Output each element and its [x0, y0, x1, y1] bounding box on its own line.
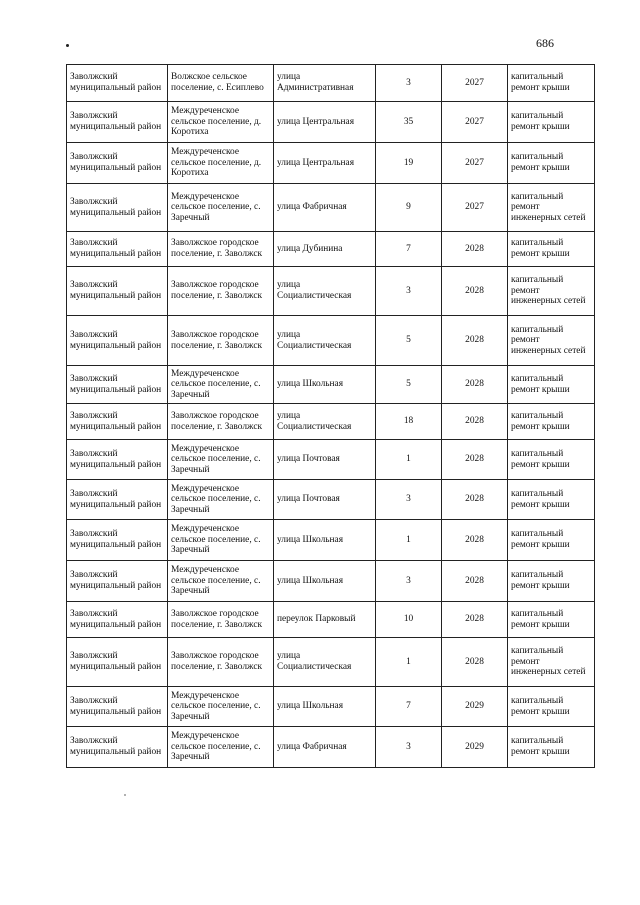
work-type-cell: капитальный ремонт крыши [508, 440, 595, 480]
table-row [67, 404, 595, 440]
table-row [67, 267, 595, 316]
housing-repair-table [66, 64, 595, 768]
district-cell: Заволжский муниципальный район [67, 65, 168, 102]
house-number-cell: 18 [376, 404, 442, 440]
table-row [67, 102, 595, 143]
table-row [67, 184, 595, 232]
street-cell: улица Школьная [274, 561, 376, 602]
table-row [67, 65, 595, 102]
settlement-cell: Заволжское городское поселение, г. Заволжск [168, 267, 274, 316]
year-cell: 2028 [442, 366, 508, 404]
district-cell: Заволжский муниципальный район [67, 316, 168, 366]
work-type-cell: капитальный ремонт инженерных сетей [508, 267, 595, 316]
year-cell: 2027 [442, 65, 508, 102]
street-cell: улица Школьная [274, 687, 376, 727]
settlement-cell: Междуреченское сельское поселение, д. Коротиха [168, 143, 274, 184]
street-cell: улица Почтовая [274, 440, 376, 480]
work-type-cell: капитальный ремонт инженерных сетей [508, 316, 595, 366]
house-number-cell: 7 [376, 232, 442, 267]
work-type-cell: капитальный ремонт крыши [508, 404, 595, 440]
scan-speck [66, 44, 69, 47]
street-cell: улица Социалистическая [274, 404, 376, 440]
street-cell: улица Центральная [274, 143, 376, 184]
work-type-cell: капитальный ремонт инженерных сетей [508, 184, 595, 232]
street-cell: улица Фабричная [274, 727, 376, 768]
table-row [67, 638, 595, 687]
settlement-cell: Междуреченское сельское поселение, с. Заречный [168, 440, 274, 480]
settlement-cell: Междуреченское сельское поселение, д. Коротиха [168, 102, 274, 143]
year-cell: 2029 [442, 727, 508, 768]
house-number-cell: 5 [376, 316, 442, 366]
house-number-cell: 35 [376, 102, 442, 143]
district-cell: Заволжский муниципальный район [67, 102, 168, 143]
year-cell: 2028 [442, 232, 508, 267]
table-row [67, 561, 595, 602]
street-cell: улица Социалистическая [274, 638, 376, 687]
year-cell: 2028 [442, 561, 508, 602]
work-type-cell: капитальный ремонт крыши [508, 727, 595, 768]
house-number-cell: 19 [376, 143, 442, 184]
district-cell: Заволжский муниципальный район [67, 602, 168, 638]
work-type-cell: капитальный ремонт крыши [508, 366, 595, 404]
work-type-cell: капитальный ремонт крыши [508, 65, 595, 102]
work-type-cell: капитальный ремонт инженерных сетей [508, 638, 595, 687]
district-cell: Заволжский муниципальный район [67, 404, 168, 440]
settlement-cell: Заволжское городское поселение, г. Заволжск [168, 316, 274, 366]
street-cell: улица Социалистическая [274, 267, 376, 316]
table-row [67, 480, 595, 520]
district-cell: Заволжский муниципальный район [67, 267, 168, 316]
settlement-cell: Заволжское городское поселение, г. Заволжск [168, 232, 274, 267]
year-cell: 2028 [442, 602, 508, 638]
work-type-cell: капитальный ремонт крыши [508, 602, 595, 638]
year-cell: 2028 [442, 440, 508, 480]
street-cell: улица Дубинина [274, 232, 376, 267]
settlement-cell: Междуреченское сельское поселение, с. Заречный [168, 366, 274, 404]
house-number-cell: 10 [376, 602, 442, 638]
house-number-cell: 7 [376, 687, 442, 727]
district-cell: Заволжский муниципальный район [67, 184, 168, 232]
settlement-cell: Заволжское городское поселение, г. Заволжск [168, 404, 274, 440]
street-cell: улица Административная [274, 65, 376, 102]
table-row [67, 602, 595, 638]
district-cell: Заволжский муниципальный район [67, 520, 168, 561]
settlement-cell: Междуреченское сельское поселение, с. Заречный [168, 184, 274, 232]
house-number-cell: 1 [376, 520, 442, 561]
house-number-cell: 3 [376, 561, 442, 602]
house-number-cell: 1 [376, 638, 442, 687]
year-cell: 2028 [442, 638, 508, 687]
table-row [67, 520, 595, 561]
house-number-cell: 3 [376, 727, 442, 768]
settlement-cell: Междуреченское сельское поселение, с. Заречный [168, 687, 274, 727]
table-row [67, 232, 595, 267]
street-cell: улица Фабричная [274, 184, 376, 232]
year-cell: 2028 [442, 520, 508, 561]
year-cell: 2027 [442, 143, 508, 184]
table-row [67, 440, 595, 480]
year-cell: 2028 [442, 480, 508, 520]
work-type-cell: капитальный ремонт крыши [508, 687, 595, 727]
street-cell: улица Школьная [274, 520, 376, 561]
house-number-cell: 9 [376, 184, 442, 232]
district-cell: Заволжский муниципальный район [67, 232, 168, 267]
year-cell: 2028 [442, 404, 508, 440]
table-row [67, 727, 595, 768]
street-cell: улица Почтовая [274, 480, 376, 520]
district-cell: Заволжский муниципальный район [67, 638, 168, 687]
district-cell: Заволжский муниципальный район [67, 480, 168, 520]
table-row [67, 687, 595, 727]
page-number: 686 [536, 36, 554, 50]
street-cell: улица Центральная [274, 102, 376, 143]
year-cell: 2029 [442, 687, 508, 727]
year-cell: 2028 [442, 267, 508, 316]
district-cell: Заволжский муниципальный район [67, 143, 168, 184]
street-cell: улица Школьная [274, 366, 376, 404]
house-number-cell: 3 [376, 65, 442, 102]
settlement-cell: Заволжское городское поселение, г. Заволжск [168, 602, 274, 638]
table-row [67, 143, 595, 184]
settlement-cell: Междуреченское сельское поселение, с. Заречный [168, 561, 274, 602]
table-row [67, 316, 595, 366]
settlement-cell: Волжское сельское поселение, с. Есиплево [168, 65, 274, 102]
work-type-cell: капитальный ремонт крыши [508, 480, 595, 520]
work-type-cell: капитальный ремонт крыши [508, 143, 595, 184]
district-cell: Заволжский муниципальный район [67, 366, 168, 404]
street-cell: переулок Парковый [274, 602, 376, 638]
year-cell: 2027 [442, 184, 508, 232]
house-number-cell: 5 [376, 366, 442, 404]
settlement-cell: Междуреченское сельское поселение, с. Заречный [168, 480, 274, 520]
district-cell: Заволжский муниципальный район [67, 727, 168, 768]
year-cell: 2027 [442, 102, 508, 143]
settlement-cell: Междуреченское сельское поселение, с. Заречный [168, 727, 274, 768]
table-body [67, 65, 595, 768]
work-type-cell: капитальный ремонт крыши [508, 102, 595, 143]
street-cell: улица Социалистическая [274, 316, 376, 366]
district-cell: Заволжский муниципальный район [67, 561, 168, 602]
table-row [67, 366, 595, 404]
settlement-cell: Междуреченское сельское поселение, с. Заречный [168, 520, 274, 561]
settlement-cell: Заволжское городское поселение, г. Заволжск [168, 638, 274, 687]
district-cell: Заволжский муниципальный район [67, 687, 168, 727]
year-cell: 2028 [442, 316, 508, 366]
house-number-cell: 3 [376, 480, 442, 520]
work-type-cell: капитальный ремонт крыши [508, 520, 595, 561]
scan-speck [124, 794, 126, 796]
work-type-cell: капитальный ремонт крыши [508, 232, 595, 267]
district-cell: Заволжский муниципальный район [67, 440, 168, 480]
work-type-cell: капитальный ремонт крыши [508, 561, 595, 602]
house-number-cell: 3 [376, 267, 442, 316]
house-number-cell: 1 [376, 440, 442, 480]
